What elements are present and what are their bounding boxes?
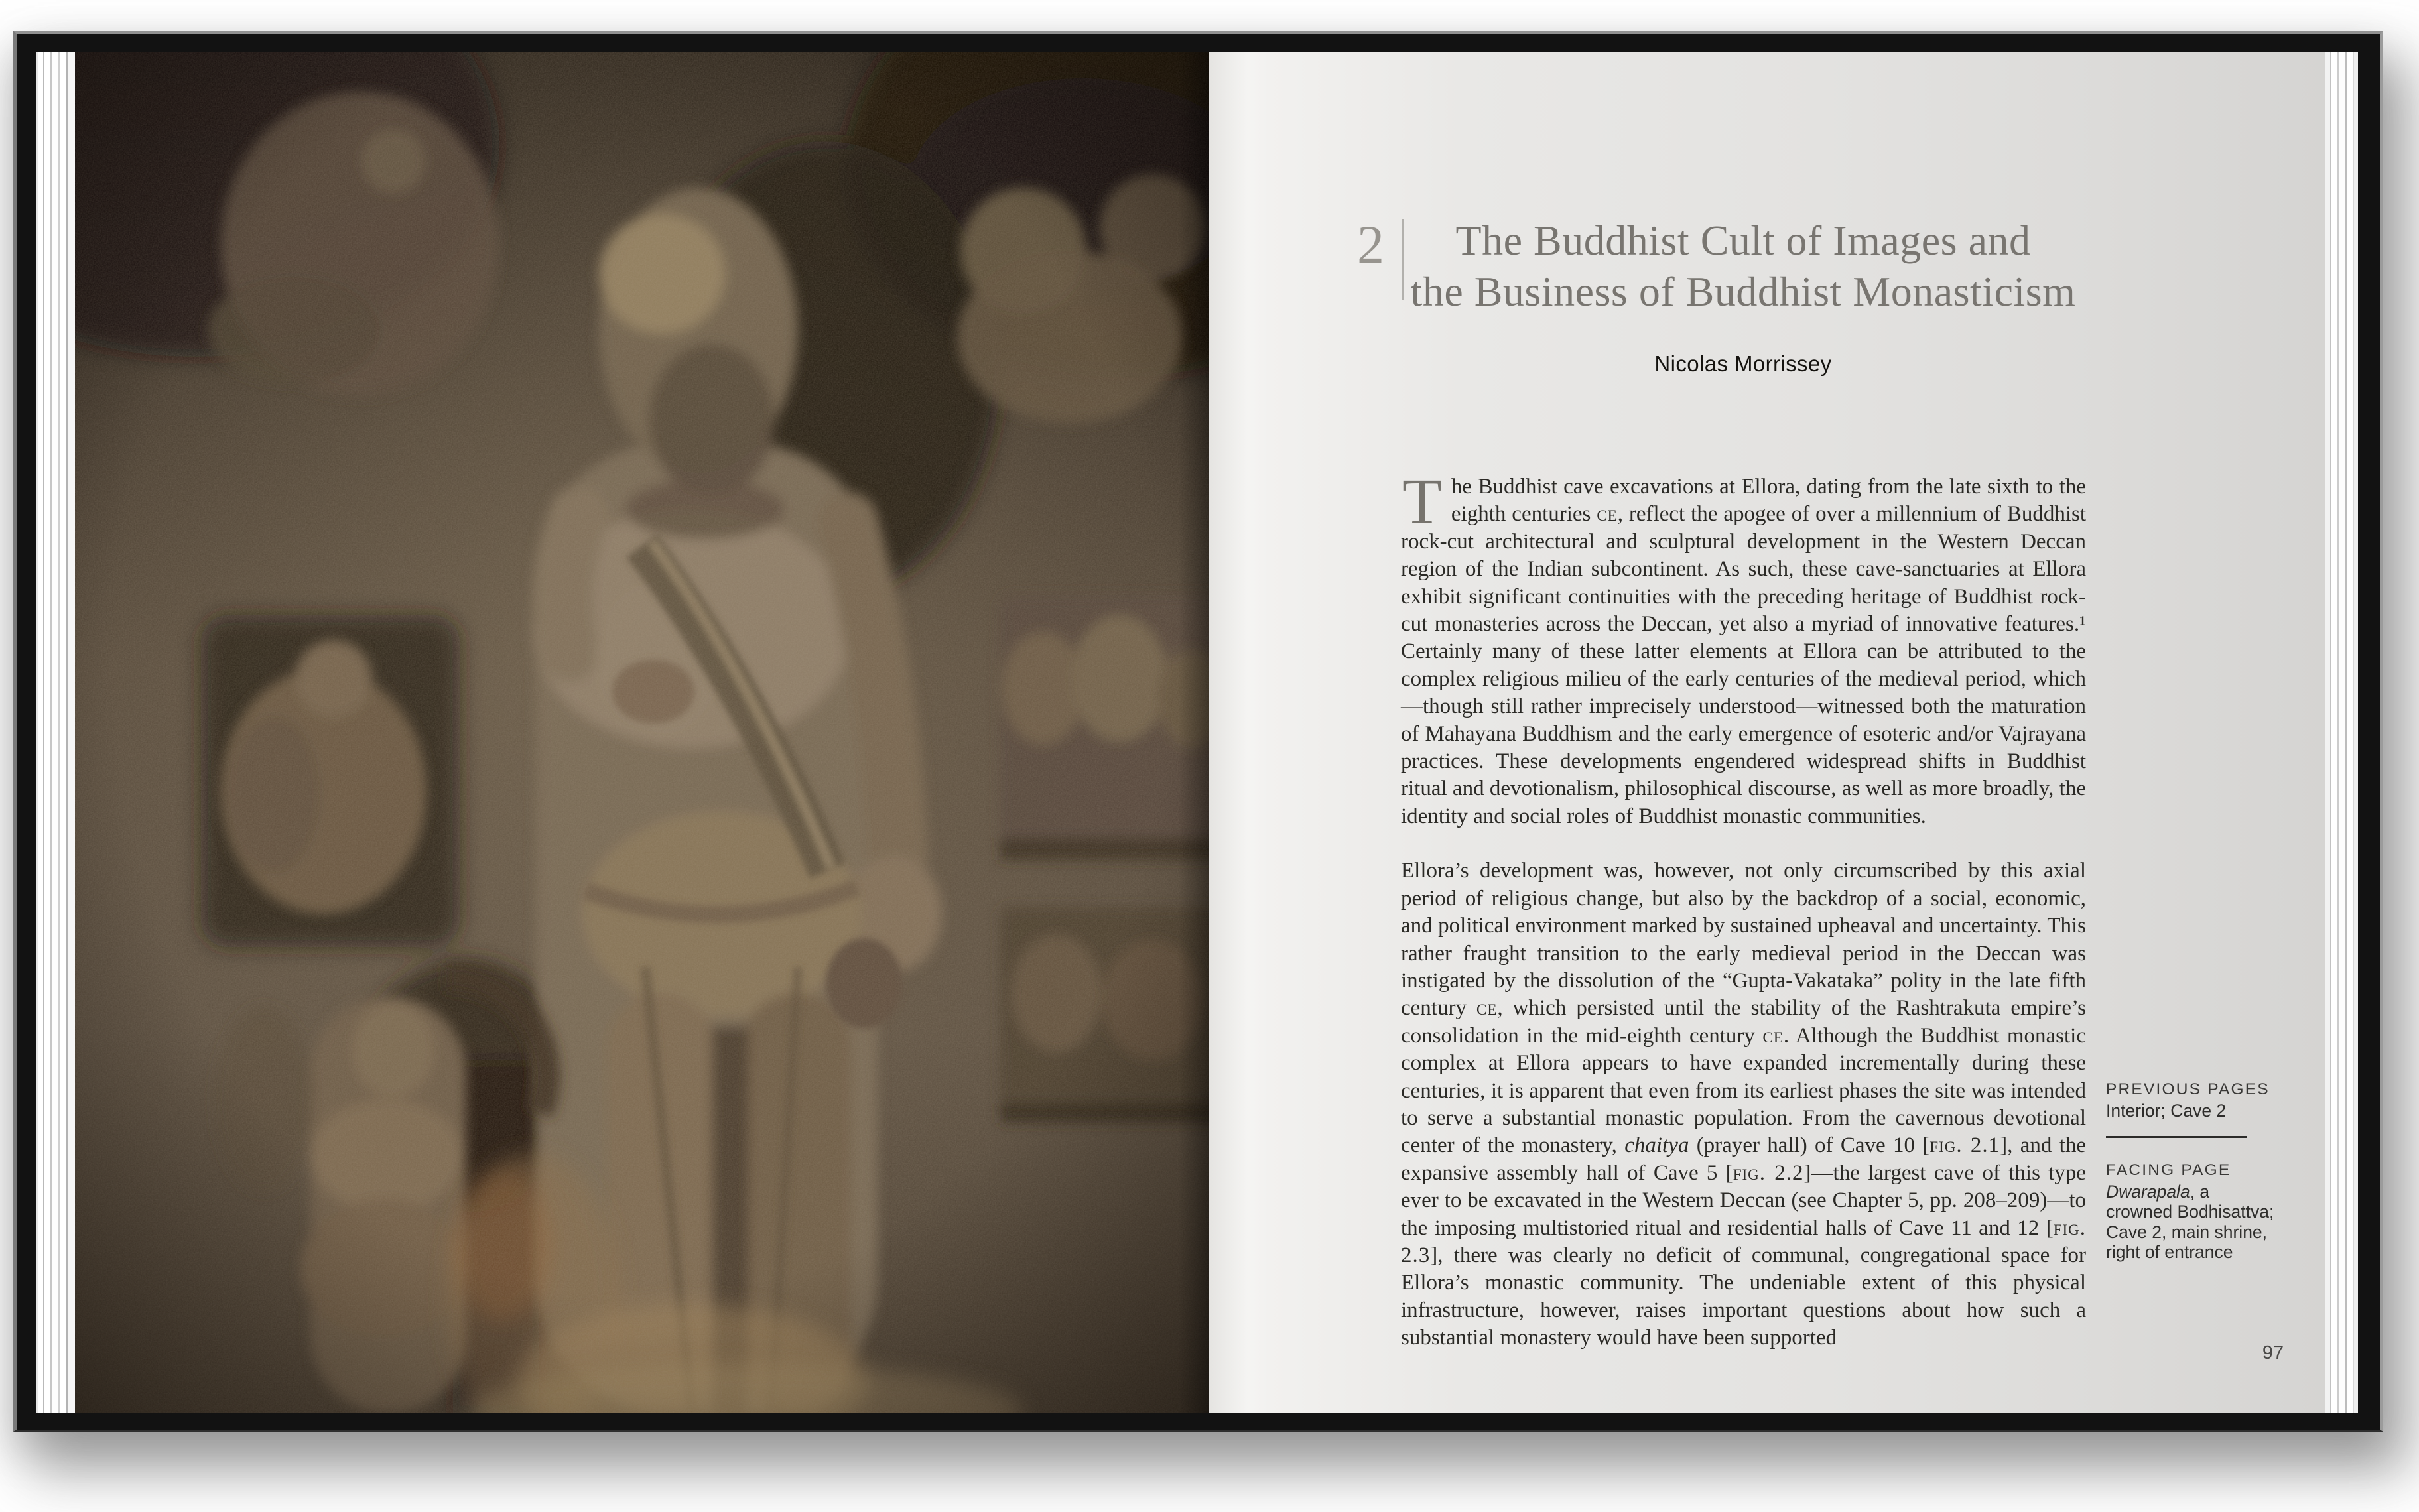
cave-sculpture-photo-page	[75, 52, 1209, 1413]
chapter-title-line1: The Buddhist Cult of Images and	[1455, 217, 2031, 264]
margin-notes	[2106, 1080, 2277, 1263]
previous-pages-label: PREVIOUS PAGES	[2106, 1080, 2270, 1098]
body-paragraph: The Buddhist cave excavations at Ellora, dating from the late sixth to the eighth centuries ce, reflect the apogee of over a millennium of Buddhist rock-cut architectural and sculptural development in the Western Deccan region of the Indian subcontinent. As such, these cave-sanctuaries at Ellora exhibit significant continuities with the preceding heritage of Buddhist rock-cut monasteries across the Deccan, yet also a myriad of innovative features.¹ Certainly many of these latter elements at Ellora can be attributed to the complex religious milieu of the early centuries of the medieval period, which—though still rather imprecisely understood—witnessed both the maturation of Mahayana Buddhism and the early emergence of esoteric and/or Vajrayana practices. These developments engendered widespread shifts in Buddhist ritual and devotionalism, philosophical discourse, as well as more broadly, the identity and social roles of Buddhist monastic communities.	[1401, 466, 2087, 828]
dwarapala-relief-photo	[75, 52, 1209, 1413]
body-text-column	[1401, 466, 2087, 1352]
chapter-text-page	[1209, 52, 2325, 1413]
facing-page-caption: Dwarapala, a crowned Bodhisattva; Cave 2, main shrine, right of entrance	[2106, 1181, 2274, 1262]
drop-cap: T	[1402, 466, 1442, 538]
facing-page-label: FACING PAGE	[2106, 1161, 2231, 1179]
right-page-edges	[2325, 52, 2358, 1413]
body-paragraph: Ellora’s development was, however, not only circumscribed by this axial period of religious change, but also by the backdrop of a social, economic, and political environment marked by sustained upheaval and uncertainty. This rather fraught transition to the early medieval period in the Deccan was instigated by the dissolution of the “Gupta-Vakataka” polity in the late fifth century ce, which persisted until the stability of the Rashtrakuta empire’s consolidation in the mid-eighth century ce. Although the Buddhist monastic complex at Ellora appears to have expanded incrementally during these centuries, it is apparent that even from its earliest phases the site was intended to serve a substantial monastic population. From the cavernous devotional center of the monastery, chaitya (prayer hall) of Cave 10 [fig. 2.1], and the expansive assembly hall of Cave 5 [fig. 2.2]—the largest cave of this type ever to be excavated in the Western Deccan (see Chapter 5, pp. 208–209)—to the imposing multistoried ritual and residential halls of Cave 11 and 12 [fig. 2.3], there was clearly no deficit of communal, congregational space for Ellora’s monastic community. The undeniable extent of this physical infrastructure, however, raises important questions about how such a substantial monastery would have been supported	[1401, 859, 2086, 1350]
author-name: Nicolas Morrissey	[1654, 351, 1832, 376]
chapter-title	[1401, 215, 2085, 317]
page-number: 97	[2262, 1342, 2284, 1363]
left-page-edges	[36, 52, 75, 1413]
gutter-shadow	[1178, 52, 1209, 1413]
margin-note-rule	[2106, 1136, 2247, 1138]
previous-pages-caption: Interior; Cave 2	[2106, 1101, 2227, 1121]
chapter-number: 2	[1357, 214, 1384, 275]
chapter-title-line2: the Business of Buddhist Monasticism	[1410, 268, 2076, 315]
